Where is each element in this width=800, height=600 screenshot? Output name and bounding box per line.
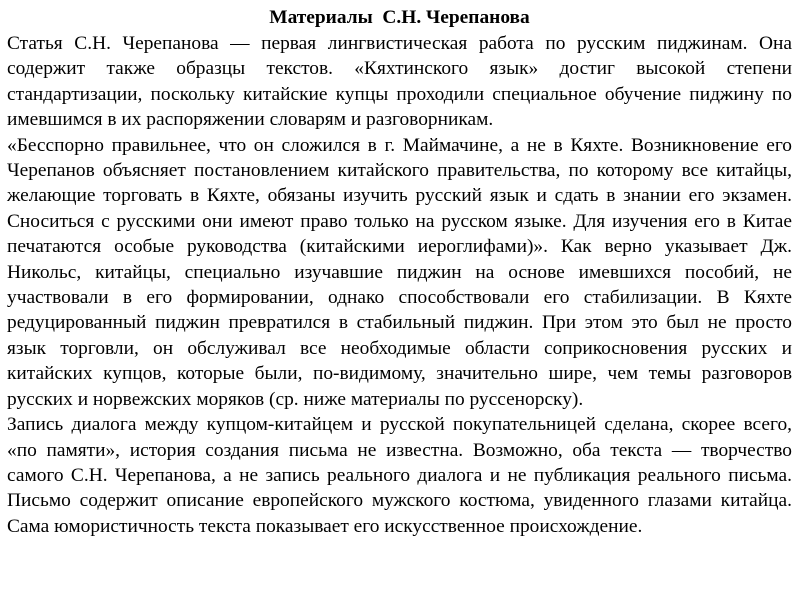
paragraph-dialogue: Запись диалога между купцом-китайцем и русской покупательницей сделана, скорее всего, «по памяти», история создания письма не известна. Возможно, оба текста — творчество самого С.Н. Черепанова, а не запись реального диалога и не публикация реального письма. Письмо содержит описание европейского мужского костюма, увиденного глазами китайца. Сама юмористичность текста показывает его искусственное происхождение. <box>7 414 792 537</box>
document-title: Материалы С.Н. Черепанова <box>269 7 530 28</box>
paragraph-intro: Статья С.Н. Черепанова — первая лингвистическая работа по русским пиджинам. Она содержит также образцы текстов. «Кяхтинского язык» достиг высокой степени стандартизации, поскольку китайские купцы проходили специальное обучение пиджину по имевшимся в их распоряжении словарям и разговорникам. <box>7 33 792 131</box>
paragraph-quote: «Бесспорно правильнее, что он сложился в г. Маймачине, а не в Кяхте. Возникновение его Черепанов объясняет постановлением китайского правительства, по которому все китайцы, желающие торговать в Кяхте, обязаны изучить русский язык и сдать в знании его экзамен. Сноситься с русскими они имеют право только на русском языке. Для изучения его в Китае печатаются особые руководства (китайскими иероглифами)». Как верно указывает Дж. Никольс, китайцы, специально изучавшие пиджин на основе имевшихся пособий, не участвовали в его формировании, однако способствовали его стабилизации. В Кяхте редуцированный пиджин превратился в стабильный пиджин. При этом это был не просто язык торговли, он обслуживал все необходимые области соприкосновения русских и китайских купцов, которые были, по-видимому, значительно шире, чем темы разговоров русских и норвежских моряков (ср. ниже материалы по руссенорску). <box>7 134 792 410</box>
